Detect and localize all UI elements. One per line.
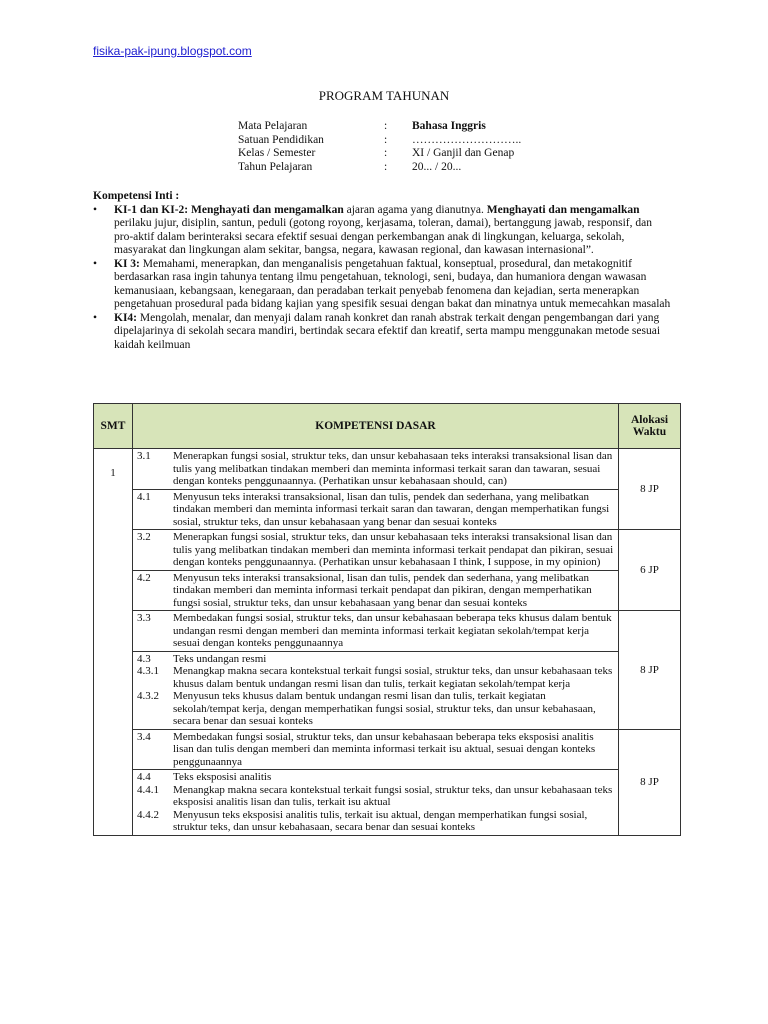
kd-number: 4.4: [137, 771, 151, 783]
kd-text: Menerapkan fungsi sosial, struktur teks, dan unsur kebahasaan teks interaksi transaksional lisan dan tulis yang melibatkan tindakan memberi dan meminta informasi terkait saran dan tawaran, sesuai dengan konteks penggunaannya. (Perhatikan unsur kebahasaan should, can): [173, 450, 613, 487]
table-row: [94, 449, 681, 530]
alokasi-cell: 8 JP: [619, 449, 681, 530]
kd-subitem: [137, 690, 615, 728]
page-title: PROGRAM TAHUNAN: [318, 88, 450, 103]
kd-subitem: [137, 771, 615, 784]
kd-number: 4.4.2: [137, 808, 159, 821]
table-header-row: [94, 404, 681, 449]
kd-text: Menyusun teks interaksi transaksional, lisan dan tulis, pendek dan sederhana, yang melibatkan tindakan memberi dan meminta informasi terkait pendapat dan pikiran, dengan memperhatikan fungsi sosial, struktur teks, dan unsur kebahasaan yang benar dan sesuai konteks: [173, 571, 592, 609]
kd-text: Membedakan fungsi sosial, struktur teks, dan unsur kebahasaan beberapa teks eksposisi analitis lisan dan tulis dengan memberi dan meminta informasi terkait isu aktual, sesuai dengan konteks penggunaannya: [173, 730, 596, 768]
kompetensi-inti: [93, 190, 673, 352]
meta-colon: :: [384, 120, 388, 132]
smt-cell: 1: [94, 449, 133, 836]
kd-item: [133, 530, 618, 570]
kd-text: Menangkap makna secara kontekstual terkait fungsi sosial, struktur teks, dan unsur kebahasaan teks eksposisi analitis lisan dan tulis, terkait isu aktual: [173, 783, 613, 808]
bullet-icon: •: [93, 311, 98, 324]
ki-bold: Menghayati dan mengamalkan: [188, 203, 344, 216]
kd-item: [133, 570, 618, 611]
kd-cell: [133, 611, 619, 730]
meta-value: XI / Ganjil dan Genap: [412, 147, 515, 159]
meta-key: Satuan Pendidikan: [238, 133, 324, 146]
kd-number: 4.3.2: [137, 690, 159, 702]
kd-subitem: [137, 809, 615, 834]
meta-colon: :: [384, 133, 388, 146]
kd-item: [133, 769, 618, 835]
kd-text: Teks eksposisi analitis: [173, 771, 272, 783]
ki-text: Memahami, menerapkan, dan menganalisis pengetahuan faktual, konseptual, prosedural, dan metakognitif berdasarkan rasa ingin tahunya tentang ilmu pengetahuan, teknologi, seni, budaya, dan humaniora dengan wawasan kemanusiaan, kebangsaan, kenegaraan, dan peradaban terkait penyebab fenomena dan kejadian, serta menerapkan pengetahuan prosedural pada bidang kajian yang spesifik sesuai dengan bakat dan minatnya untuk memecahkan masalah: [114, 257, 671, 310]
meta-value: 20... / 20...: [412, 160, 462, 173]
meta-key: Kelas / Semester: [238, 147, 316, 159]
kd-number: 3.3: [137, 612, 151, 624]
meta-colon: :: [384, 160, 388, 173]
kd-text: Menerapkan fungsi sosial, struktur teks, dan unsur kebahasaan teks interaksi transaksional lisan dan tulis yang melibatkan tindakan memberi dan meminta informasi terkait pendapat dan pikiran, sesuai dengan konteks penggunaannya. (Perhatikan unsur kebahasaan I think, I suppose, in my opinion): [173, 531, 614, 568]
kd-item: [133, 489, 618, 530]
subject-info: [238, 120, 612, 174]
kd-number: 4.4.1: [137, 783, 159, 796]
kd-number: 3.4: [137, 730, 151, 743]
kd-cell: [133, 449, 619, 530]
kd-number: 4.2: [137, 571, 151, 584]
table-row: [94, 611, 681, 730]
meta-key: Tahun Pelajaran: [238, 160, 313, 173]
kd-subitem: [137, 653, 615, 666]
ki-item: [93, 312, 673, 353]
ki-item: [93, 258, 673, 312]
meta-value: ………………………..: [412, 133, 522, 146]
ki-lead: KI-1 dan KI-2:: [114, 203, 189, 216]
meta-row: [238, 161, 612, 175]
kd-item: [133, 449, 618, 489]
kd-item: [133, 730, 618, 770]
meta-colon: :: [384, 147, 388, 159]
kd-number: 4.3: [137, 652, 151, 665]
ki-heading: Kompetensi Inti :: [93, 190, 180, 202]
kd-item: [133, 611, 618, 651]
meta-value: Bahasa Inggris: [412, 120, 486, 132]
kd-number: 3.2: [137, 531, 151, 543]
header-kd: KOMPETENSI DASAR: [133, 404, 619, 449]
blog-link[interactable]: fisika-pak-ipung.blogspot.com: [93, 44, 252, 58]
kd-table: [93, 403, 681, 836]
meta-row: [238, 147, 612, 161]
alokasi-cell: 8 JP: [619, 611, 681, 730]
ki-lead: KI4:: [114, 311, 137, 324]
kd-text: Teks undangan resmi: [173, 652, 267, 665]
ki-text: ajaran agama yang dianutnya.: [343, 203, 484, 216]
header-alokasi: Alokasi Waktu: [619, 404, 681, 449]
table-row: [94, 530, 681, 611]
header-smt: SMT: [94, 404, 133, 449]
alokasi-cell: 8 JP: [619, 729, 681, 835]
kd-text: Menyusun teks eksposisi analitis tulis, terkait isu aktual, dengan memperhatikan fungsi sosial, struktur teks, dan unsur kebahasaan, secara benar dan sesuai konteks: [173, 808, 588, 833]
kd-number: 3.1: [137, 450, 151, 462]
bullet-icon: •: [93, 257, 98, 270]
kd-cell: [133, 530, 619, 611]
kd-subitem: [137, 784, 615, 809]
kd-text: Membedakan fungsi sosial, struktur teks, dan unsur kebahasaan beberapa teks khusus dalam bentuk undangan resmi dengan memberi dan meminta informasi terkait kegiatan sekolah/tempat kerja sesuai dengan konteks penggunaannya: [173, 612, 612, 649]
alokasi-cell: 6 JP: [619, 530, 681, 611]
kd-subitem: [137, 665, 615, 690]
kd-text: Menyusun teks khusus dalam bentuk undangan resmi lisan dan tulis, terkait kegiatan sekolah/tempat kerja, dengan memperhatikan fungsi sosial, struktur teks, dan unsur kebahasaan, secara benar dan sesuai konteks: [173, 690, 596, 727]
ki-item: [93, 204, 673, 258]
kd-item: [133, 651, 618, 729]
ki-text: perilaku jujur, disiplin, santun, peduli (gotong royong, kerjasama, toleran, damai), bertanggung jawab, responsif, dan pro-aktif dalam berinteraksi secara efektif sesuai dengan perkembangan anak di lingkungan, keluarga, sekolah, masyarakat dan lingkungan alam sekitar, bangsa, negara, kawasan regional, dan kawasan internasional”.: [114, 217, 652, 256]
ki-text: Mengolah, menalar, dan menyaji dalam ranah konkret dan ranah abstrak terkait dengan pengembangan dari yang dipelajarinya di sekolah secara mandiri, bertindak secara efektif dan kreatif, serta mampu menggunakan metode sesuai kaidah keilmuan: [114, 311, 661, 351]
table-row: [94, 729, 681, 835]
kd-cell: [133, 729, 619, 835]
kd-text: Menyusun teks interaksi transaksional, lisan dan tulis, pendek dan sederhana, yang melibatkan tindakan memberi dan meminta informasi terkait saran dan tawaran, dengan memperhatikan fungsi sosial, struktur teks, dan unsur kebahasaan yang benar dan sesuai konteks: [173, 490, 610, 528]
meta-key: Mata Pelajaran: [238, 120, 308, 132]
meta-row: [238, 134, 612, 148]
ki-bold: Menghayati dan mengamalkan: [483, 203, 640, 216]
kd-text: Menangkap makna secara kontekstual terkait fungsi sosial, struktur teks, dan unsur kebahasaan teks khusus dalam bentuk undangan resmi lisan dan tulis, terkait kegiatan sekolah/tempat kerja: [173, 665, 613, 690]
ki-lead: KI 3:: [114, 257, 140, 270]
bullet-icon: •: [93, 203, 98, 216]
kd-number: 4.1: [137, 490, 151, 503]
meta-row: [238, 120, 612, 134]
kd-number: 4.3.1: [137, 665, 159, 677]
